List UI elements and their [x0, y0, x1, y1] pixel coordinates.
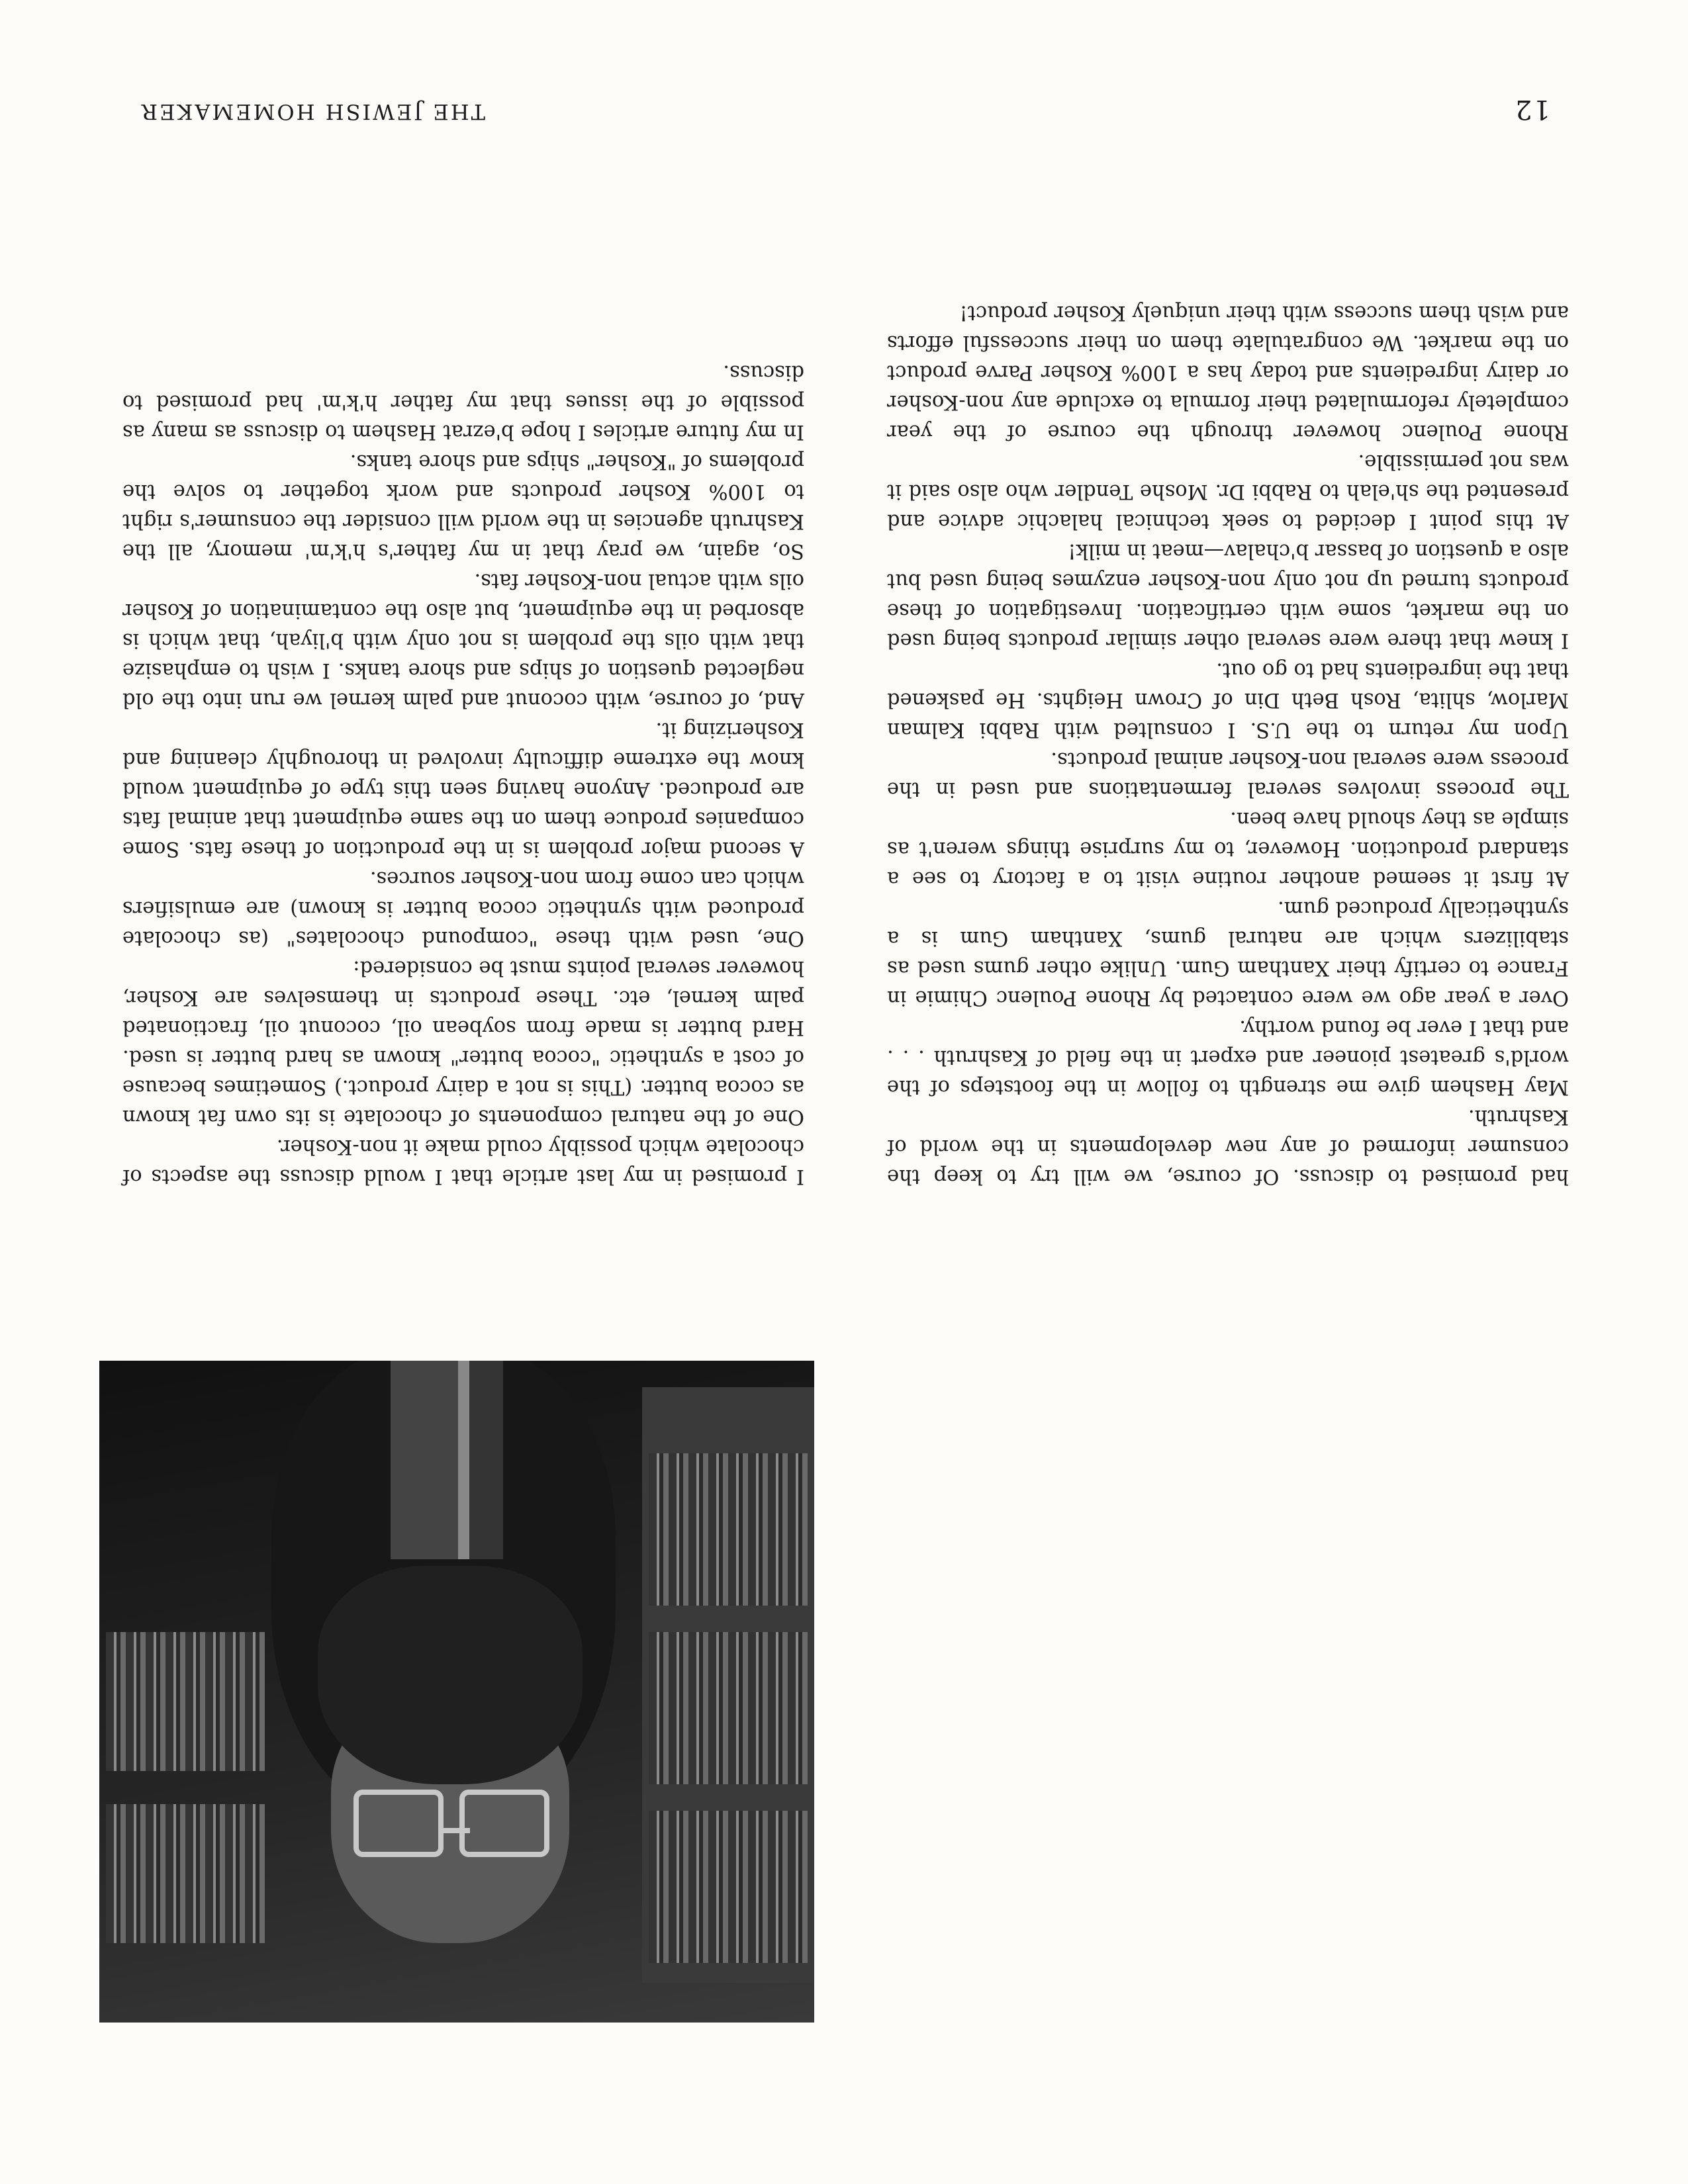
author-photo [99, 1361, 814, 2023]
paragraph: And, of course, with coconut and palm kernel we run into the old neglected question of ships and shore tanks. I wish to emphasize that with oils the problem is not only with b'liyah, that which is absorbed in the equipment, but also the contamination of Kosher oils with actual non-Kosher fats. [122, 569, 804, 711]
paragraph: One of the natural components of chocolate is its own fat known as cocoa butter. (This is not a dairy product.) Sometimes because of cost a synthetic "cocoa butter" known as hard butter is used. Hard butter is made from soybean oil, coconut oil, fractionated palm kernel, etc. These products in themselves are Kosher, however several points must be considered: [122, 956, 804, 1128]
paragraph: In my future articles I hope b'ezrat Hashem to discuss as many as possible of the issues that my father h'k'm' had promised to discuss. [122, 361, 804, 443]
paragraph: So, again, we pray that in my father's h'k'm' memory, all the Kashruth agencies in the world will consider the consumer's right to 100% Kosher products and work together to solve the problems of "Kosher" ships and shore tanks. [122, 450, 804, 563]
paragraph: I knew that there were several other similar products being used on the market, some with certification. Investigation of these products turned up not only non-Kosher enzymes being used but also a question of bassar b'chalav—meat in milk! [887, 539, 1569, 652]
page-number: 12 [1514, 94, 1550, 124]
paragraph: At this point I decided to seek technical halachic advice and presented the sh'elah to Rabbi Dr. Moshe Tendler who also said it was not permissible. [887, 450, 1569, 533]
article-column-right [122, 357, 804, 1191]
paragraph: Over a year ago we were contacted by Rhone Poulenc Chimie in France to certify their Xantham Gum. Unlike other gums used as stabilizers which are natural gums, Xantham Gum is a synthetically produced gum. [887, 897, 1569, 1009]
paragraph: One, used with these "compound chocolates" (as chocolate produced with synthetic cocoa butter is known) are emulsifiers which can come from non-Kosher sources. [122, 867, 804, 950]
paragraph: May Hashem give me strength to follow in the footsteps of the world's greatest pioneer and expert in the field of Kashruth . . . and that I ever be found worthy. [887, 1016, 1569, 1099]
paragraph: At first it seemed another routine visit to a factory to see a standard production. However, to my surprise things weren't as simple as they should have been. [887, 807, 1569, 890]
magazine-name: THE JEWISH HOMEMAKER [140, 99, 485, 124]
paragraph: A second major problem is in the production of these fats. Some companies produce them on the same equipment that animal fats are produced. Anyone having seen this type of equipment would know the extreme difficulty involved in thoroughly cleaning and Kosherizing it. [122, 718, 804, 860]
paragraph: The process involves several fermentations and used in the process were several non-Kosher animal products. [887, 748, 1569, 801]
paragraph: Upon my return to the U.S. I consulted with Rabbi Kalman Marlow, shlita, Rosh Beth Din of Crown Heights. He paskened that the ingredients had to go out. [887, 659, 1569, 741]
paragraph: had promised to discuss. Of course, we will try to keep the consumer informed of any new developments in the world of Kashruth. [887, 1105, 1569, 1188]
paragraph: Rhone Poulenc however through the course of the year completely reformulated their formula to exclude any non-Kosher or dairy ingredients and today has a 100% Kosher Parve product on the market. We congratulate them on their successful efforts and wish them success with their uniquely Kosher product! [887, 301, 1569, 443]
article-column-left [887, 298, 1569, 1191]
paragraph: I promised in my last article that I would discuss the aspects of chocolate which possibly could make it non-Kosher. [122, 1135, 804, 1188]
